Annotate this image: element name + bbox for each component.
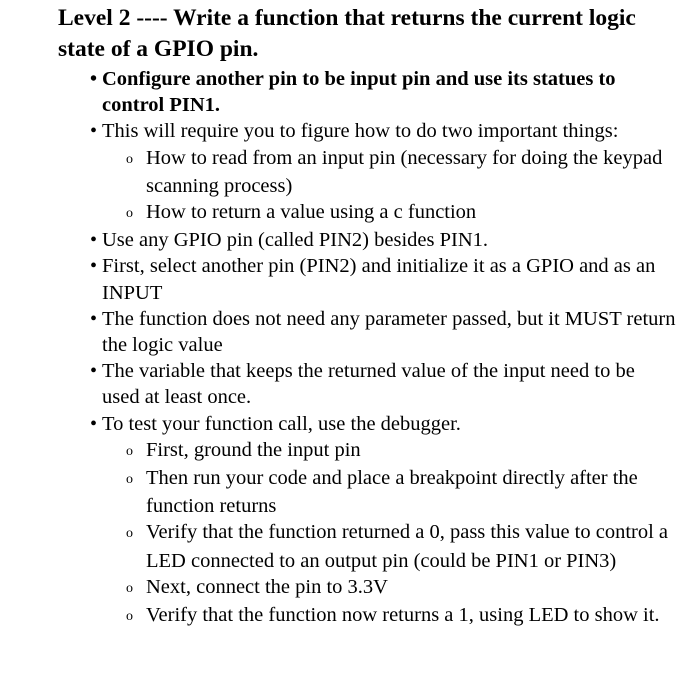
bullet-icon: • [90, 120, 98, 143]
sub-list-item [102, 437, 676, 465]
sub-list-item-text: First, ground the input pin [146, 438, 361, 461]
list-item [76, 411, 676, 631]
sub-list-item-text: Then run your code and place a breakpoint directly after the function returns [146, 467, 638, 518]
list-item-text: Use any GPIO pin (called PIN2) besides PIN1. [102, 229, 489, 252]
list-item [76, 306, 676, 358]
list-item-text: The function does not need any parameter passed, but it MUST return the logic value [102, 307, 676, 357]
list-item-text: This will require you to figure how to do two important things: [102, 120, 619, 143]
bullet-icon: • [90, 255, 98, 278]
sub-list-item-text: Next, connect the pin to 3.3V [146, 575, 388, 598]
sub-list-item [102, 465, 676, 519]
list-item [76, 66, 676, 118]
sub-bullet-icon: o [126, 472, 133, 488]
bullet-icon: • [90, 68, 98, 90]
sub-list-item-text: How to return a value using a c function [146, 201, 477, 224]
list-item-text: First, select another pin (PIN2) and initialize it as a GPIO and as an INPUT [102, 255, 656, 304]
sub-list-item-text: Verify that the function now returns a 1, using LED to show it. [146, 604, 660, 627]
sub-list-item [102, 602, 676, 630]
bullet-icon: • [90, 412, 98, 435]
list-item [76, 253, 676, 305]
page-title: Level 2 ---- Write a function that returns the current logic state of a GPIO pin. [58, 5, 636, 62]
sub-bullet-icon: o [126, 151, 133, 167]
list-item-text: Configure another pin to be input pin and use its statues to control PIN1. [102, 68, 616, 117]
sub-bullet-icon: o [126, 526, 133, 542]
sub-list-item-text: Verify that the function returned a 0, pass this value to control a LED connected to an output pin (could be PIN1 or PIN3) [146, 521, 669, 572]
list-item [76, 227, 676, 253]
sub-list [102, 437, 676, 630]
bullet-icon: • [90, 307, 98, 330]
bullet-icon: • [90, 360, 98, 383]
sub-bullet-icon: o [126, 206, 133, 222]
sub-list-item [102, 574, 676, 602]
sub-list-item [102, 519, 676, 573]
list-item-text: To test your function call, use the debugger. [102, 412, 461, 435]
list-item-text: The variable that keeps the returned value of the input need to be used at least once. [102, 360, 635, 409]
list-item [76, 118, 676, 227]
sub-list-item [102, 145, 676, 199]
sub-bullet-icon: o [126, 443, 133, 459]
bullet-icon: • [90, 229, 98, 252]
sub-list [102, 145, 676, 228]
instruction-list [76, 66, 676, 630]
sub-list-item [102, 199, 676, 227]
list-item [76, 358, 676, 410]
sub-bullet-icon: o [126, 580, 133, 596]
sub-bullet-icon: o [126, 609, 133, 625]
sub-list-item-text: How to read from an input pin (necessary for doing the keypad scanning process) [146, 146, 663, 197]
